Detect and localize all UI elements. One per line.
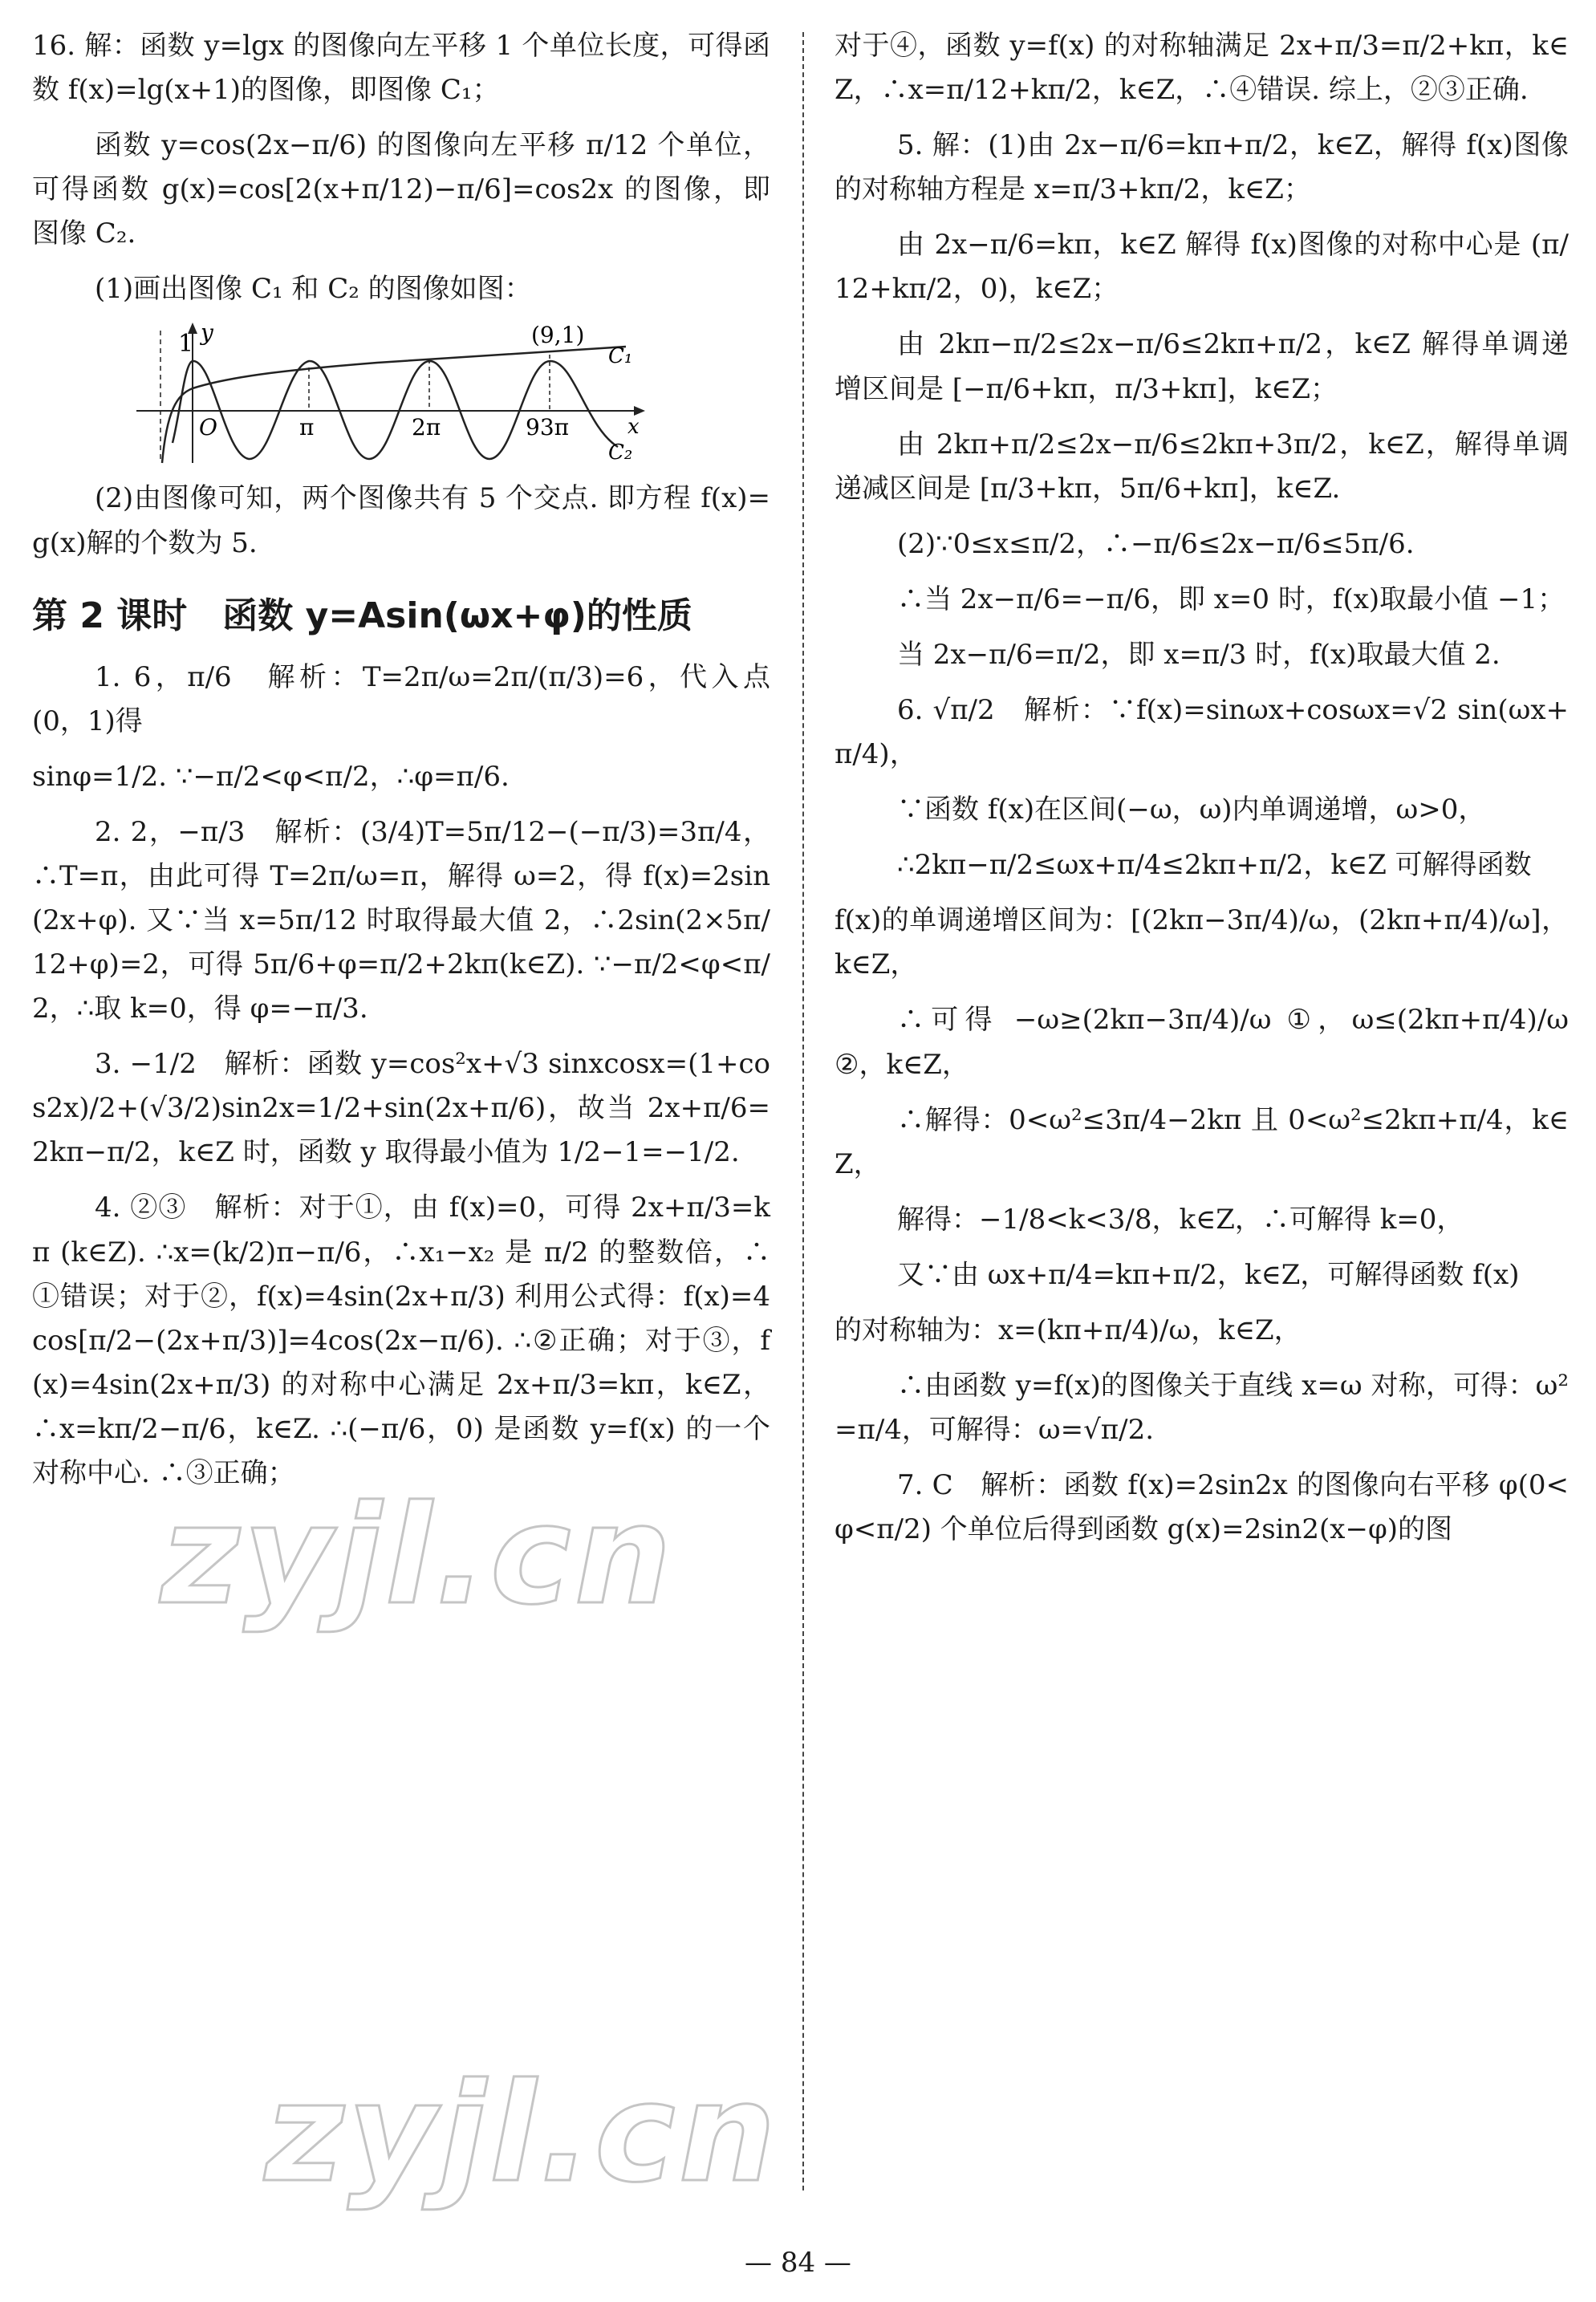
label-c1: C₁ — [608, 344, 633, 369]
answer-6-part-f: ∴解得：0<ω²≤3π/4−2kπ 且 0<ω²≤2kπ+π/4，k∈Z， — [835, 1103, 1569, 1180]
label-c2: C₂ — [608, 441, 633, 465]
section-title: 第 2 课时 函数 y=Asin(ωx+φ)的性质 — [32, 595, 692, 636]
answer-5-part-b: 由 2x−π/6=kπ，k∈Z 解得 f(x)图像的对称中心是 (π/12+kπ/2，0)，k∈Z； — [835, 229, 1569, 306]
page-number: — 84 — — [745, 2247, 851, 2279]
label-origin: O — [199, 414, 217, 441]
graph-svg — [136, 323, 650, 467]
answer-6-part-e: ∴可得 −ω≥(2kπ−3π/4)/ω ①，ω≤(2kπ+π/4)/ω ②，k∈Z， — [835, 1004, 1569, 1081]
answer-3: 3. −1/2 解析：函数 y=cos²x+√3 sinxcosx=(1+cos2x)/2+(√3/2)sin2x=1/2+sin(2x+π/6)，故当 2x+π/6=2kπ−π/2，k∈Z 时，函数 y 取得最小值为 1/2−1=−1/2. — [32, 1048, 770, 1169]
function-graph — [136, 323, 770, 467]
right-column — [835, 24, 1569, 1563]
watermark-2: zyjl.cn — [265, 2054, 779, 2213]
answer-6-part-c: ∴2kπ−π/2≤ωx+π/4≤2kπ+π/2，k∈Z 可解得函数 — [897, 849, 1532, 882]
answer-1-part-b: sinφ=1/2. ∵−π/2<φ<π/2，∴φ=π/6. — [32, 760, 510, 793]
answer-5-part-e: (2)∵0≤x≤π/2，∴−π/6≤2x−π/6≤5π/6. — [897, 527, 1415, 560]
label-2pi: 2π — [412, 414, 441, 441]
answer-6-part-j: ∴由函数 y=f(x)的图像关于直线 x=ω 对称，可得：ω²=π/4，可解得：ω=√π/2. — [835, 1370, 1569, 1447]
answer-2: 2. 2，−π/3 解析：(3/4)T=5π/12−(−π/3)=3π/4，∴T=π，由此可得 T=2π/ω=π，解得 ω=2，得 f(x)=2sin(2x+φ). 又∵当 x=5π/12 时取得最大值 2，∴2sin(2×5π/12+φ)=2，可得 5π/6+φ=π/2+2kπ(k∈Z). ∵−π/2<φ<π/2，∴取 k=0，得 φ=−π/3. — [32, 815, 770, 1025]
left-column — [32, 24, 770, 1507]
column-divider — [802, 32, 804, 2190]
answer-6-part-d: f(x)的单调递增区间为：[(2kπ−3π/4)/ω，(2kπ+π/4)/ω]，k∈Z， — [835, 904, 1569, 981]
curve-c2 — [173, 361, 618, 459]
answer-5-part-c: 由 2kπ−π/2≤2x−π/6≤2kπ+π/2，k∈Z 解得单调递增区间是 [−π/6+kπ，π/3+kπ]，k∈Z； — [835, 328, 1569, 405]
label-93pi: 93π — [526, 414, 570, 441]
answer-5-part-f: ∴当 2x−π/6=−π/6，即 x=0 时，f(x)取最小值 −1； — [897, 583, 1566, 615]
answer-6-part-a: 6. √π/2 解析：∵f(x)=sinωx+cosωx=√2 sin(ωx+π/4)， — [835, 694, 1569, 771]
answer-16-part-d: (2)由图像可知，两个图像共有 5 个交点. 即方程 f(x)=g(x)解的个数为 5. — [32, 482, 770, 559]
label-point: (9,1) — [531, 323, 585, 349]
answer-6-part-h: 又∵由 ωx+π/4=kπ+π/2，k∈Z，可解得函数 f(x) — [897, 1258, 1520, 1291]
answer-1-part-a: 1. 6，π/6 解析：T=2π/ω=2π/(π/3)=6，代入点(0，1)得 — [32, 660, 770, 737]
answer-6-part-b: ∵函数 f(x)在区间(−ω，ω)内单调递增，ω>0， — [897, 794, 1486, 826]
answer-4-continued: 对于④，函数 y=f(x) 的对称轴满足 2x+π/3=π/2+kπ，k∈Z，∴x=π/12+kπ/2，k∈Z，∴④错误. 综上，②③正确. — [835, 30, 1569, 107]
answer-6-part-i: 的对称轴为：x=(kπ+π/4)/ω，k∈Z， — [835, 1313, 1302, 1346]
label-x: x — [627, 415, 640, 440]
answer-5-part-a: 5. 解：(1)由 2x−π/6=kπ+π/2，k∈Z，解得 f(x)图像的对称轴方程是 x=π/3+kπ/2，k∈Z； — [835, 129, 1569, 206]
answer-6-part-g: 解得：−1/8<k<3/8，k∈Z，∴可解得 k=0， — [897, 1203, 1464, 1236]
label-one: 1 — [178, 330, 194, 359]
curve-c1 — [162, 347, 626, 463]
answer-4: 4. ②③ 解析：对于①，由 f(x)=0，可得 2x+π/3=kπ (k∈Z). ∴x=(k/2)π−π/6，∴x₁−x₂ 是 π/2 的整数倍，∴①错误；对于②，f(x)=4sin(2x+π/3) 利用公式得：f(x)=4cos[π/2−(2x+π/3)]=4cos(2x−π/6). ∴②正确；对于③，f(x)=4sin(2x+π/3) 的对称中心满足 2x+π/3=kπ，k∈Z，∴x=kπ/2−π/6，k∈Z. ∴(−π/6，0) 是函数 y=f(x) 的一个对称中心. ∴③正确； — [32, 1192, 770, 1489]
answer-16-part-b: 函数 y=cos(2x−π/6) 的图像向左平移 π/12 个单位，可得函数 g(x)=cos[2(x+π/12)−π/6]=cos2x 的图像，即图像 C₂. — [32, 129, 770, 250]
watermark-1: zyjl.cn — [160, 1476, 675, 1635]
answer-16-part-c: (1)画出图像 C₁ 和 C₂ 的图像如图： — [95, 273, 532, 306]
answer-5-part-d: 由 2kπ+π/2≤2x−π/6≤2kπ+3π/2，k∈Z，解得单调递减区间是 [π/3+kπ，5π/6+kπ]，k∈Z. — [835, 428, 1569, 505]
answer-5-part-g: 当 2x−π/6=π/2，即 x=π/3 时，f(x)取最大值 2. — [897, 638, 1501, 671]
label-pi: π — [299, 414, 315, 441]
label-y: y — [201, 323, 213, 347]
answer-16-part-a: 16. 解：函数 y=lgx 的图像向左平移 1 个单位长度，可得函数 f(x)=lg(x+1)的图像，即图像 C₁； — [32, 30, 770, 107]
answer-7: 7. C 解析：函数 f(x)=2sin2x 的图像向右平移 φ(0<φ<π/2) 个单位后得到函数 g(x)=2sin2(x−φ)的图 — [835, 1469, 1569, 1546]
